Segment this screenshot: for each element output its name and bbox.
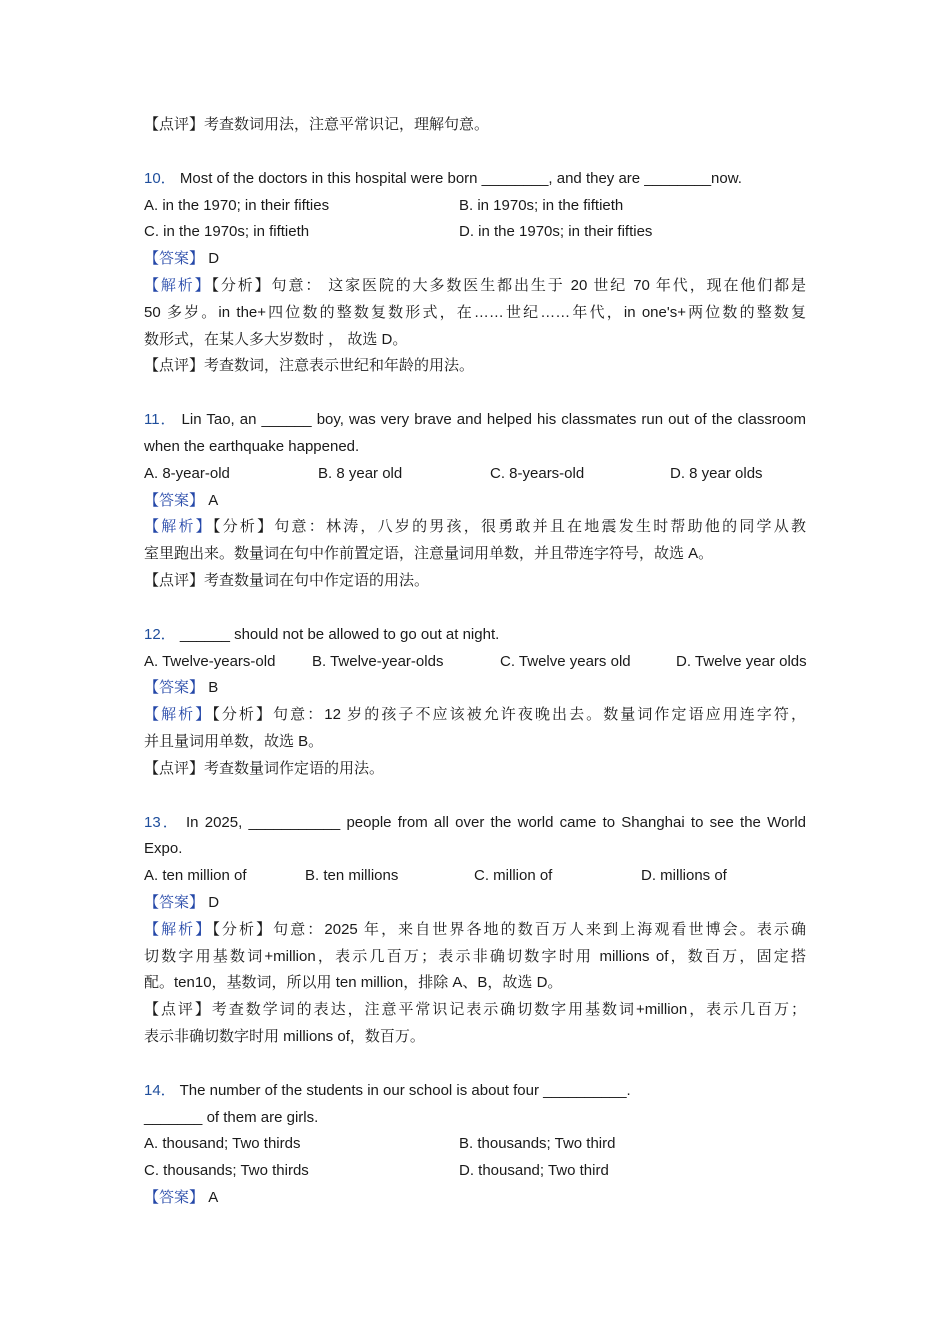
analysis-line: 【解析】【分析】句意：2025 年，来自世界各地的数百万人来到上海观看世博会。表示确 xyxy=(144,920,806,938)
comment-tag: 【点评】 xyxy=(144,116,205,133)
answer-tag: 【答案】 xyxy=(144,1188,205,1206)
question-stem: The number of the students in our school is about four __________. xyxy=(179,1081,631,1099)
option-d: D. thousand; Two third xyxy=(459,1162,609,1180)
analysis-line: 【解析】【分析】句意：林涛，八岁的男孩，很勇敢并且在地震发生时帮助他的同学从教 xyxy=(144,518,806,536)
analysis-tag: 【解析】 xyxy=(144,706,213,724)
option-c: C. thousands; Two thirds xyxy=(144,1162,309,1180)
question-11 xyxy=(144,407,806,434)
option-c: C. in the 1970s; in fiftieth xyxy=(144,223,310,241)
option-a: A. Twelve-years-old xyxy=(144,652,276,670)
option-b: B. 8 year old xyxy=(318,464,403,482)
document-page xyxy=(144,112,806,1212)
question-number: 14． xyxy=(144,1081,176,1099)
answer-value: A xyxy=(208,491,219,509)
answer-value: D xyxy=(208,250,220,268)
option-a: A. thousand; Two thirds xyxy=(144,1135,301,1153)
comment-tag: 【点评】 xyxy=(144,759,205,777)
option-a: A. ten million of xyxy=(144,867,247,885)
options-row xyxy=(144,219,806,246)
comment-tag: 【点评】 xyxy=(144,571,205,589)
answer-line xyxy=(144,246,806,273)
option-d: D. in the 1970s; in their fifties xyxy=(459,223,653,241)
option-d: D. millions of xyxy=(641,867,727,885)
question-10 xyxy=(144,166,806,193)
analysis-line: 50 多岁。in the+四位数的整数复数形式，在……世纪……年代，in one's+两位数的整数复 xyxy=(144,303,806,321)
question-stem: ______ should not be allowed to go out at night. xyxy=(179,625,500,643)
answer-tag: 【答案】 xyxy=(144,679,205,697)
question-stem: Expo. xyxy=(144,840,183,858)
comment-line: 【点评】考查数词，注意表示世纪和年龄的用法。 xyxy=(144,357,475,375)
analysis-line: 【解析】【分析】句意：12 岁的孩子不应该被允许夜晚出去。数量词作定语应用连字符， xyxy=(144,706,806,724)
answer-value: D xyxy=(208,893,220,911)
options-row xyxy=(144,193,806,220)
options-row xyxy=(144,461,806,488)
answer-line xyxy=(144,488,806,515)
option-d: D. 8 year olds xyxy=(670,464,763,482)
option-b: B. in 1970s; in the fiftieth xyxy=(459,196,624,214)
question-stem: _______ of them are girls. xyxy=(144,1108,319,1126)
analysis-line: 数形式，在某人多大岁数时 ， 故选 D。 xyxy=(144,330,408,348)
question-number: 12． xyxy=(144,625,176,643)
analysis-line: 室里跑出来。数量词在句中作前置定语，注意量词用单数，并且带连字符号，故选 A。 xyxy=(144,545,714,563)
question-number: 13． xyxy=(144,813,180,831)
question-12 xyxy=(144,622,806,649)
answer-line xyxy=(144,890,806,917)
analysis-line: 配。ten10，基数词，所以用 ten million，排除 A、B，故选 D。 xyxy=(144,974,563,992)
answer-tag: 【答案】 xyxy=(144,250,205,268)
analysis-tag: 【解析】 xyxy=(144,518,213,536)
options-row xyxy=(144,1131,806,1158)
analysis-tag: 【解析】 xyxy=(144,920,213,938)
comment-line: 【点评】考查数量词作定语的用法。 xyxy=(144,759,385,777)
option-b: B. ten millions xyxy=(305,867,399,885)
option-b: B. thousands; Two third xyxy=(459,1135,616,1153)
comment-line: 表示非确切数字时用 millions of，数百万。 xyxy=(144,1027,425,1045)
analysis-line: 并且量词用单数，故选 B。 xyxy=(144,732,324,750)
question-14 xyxy=(144,1078,806,1105)
analysis-line: 切数字用基数词+million，表示几百万；表示非确切数字时用 millions of，数百万，固定搭 xyxy=(144,947,806,965)
option-b: B. Twelve-year-olds xyxy=(312,652,444,670)
analysis-tag: 【解析】 xyxy=(144,276,212,294)
question-number: 10． xyxy=(144,169,176,187)
options-row xyxy=(144,649,806,676)
analysis-line: 【解析】【分析】句意： 这家医院的大多数医生都出生于 20 世纪 70 年代，现在他们都是 xyxy=(144,276,806,294)
option-a: A. 8-year-old xyxy=(144,464,230,482)
answer-tag: 【答案】 xyxy=(144,893,205,911)
question-13 xyxy=(144,810,806,837)
question-stem: Lin Tao, an ______ boy, was very brave and helped his classmates run out of the classroom xyxy=(181,411,806,429)
comment-line: 【点评】考查数学词的表达，注意平常识记表示确切数字用基数词+million，表示几百万； xyxy=(144,1001,806,1019)
question-stem: when the earthquake happened. xyxy=(144,437,360,455)
options-row xyxy=(144,863,806,890)
comment-tag: 【点评】 xyxy=(144,1001,212,1019)
answer-tag: 【答案】 xyxy=(144,491,205,509)
comment-line: 【点评】考查数量词在句中作定语的用法。 xyxy=(144,571,430,589)
answer-value: B xyxy=(208,679,219,697)
option-c: C. Twelve years old xyxy=(500,652,631,670)
comment-tag: 【点评】 xyxy=(144,357,205,375)
question-stem: In 2025, ___________ people from all over the world came to Shanghai to see the World xyxy=(186,813,806,831)
comment-line: 【点评】考查数词用法，注意平常识记，理解句意。 xyxy=(144,116,490,133)
question-stem: Most of the doctors in this hospital were born ________, and they are ________now. xyxy=(179,169,742,187)
option-c: C. million of xyxy=(474,867,553,885)
option-d: D. Twelve year olds xyxy=(676,652,807,670)
option-c: C. 8-years-old xyxy=(490,464,585,482)
answer-line xyxy=(144,675,806,702)
question-number: 11． xyxy=(144,411,177,429)
option-a: A. in the 1970; in their fifties xyxy=(144,196,330,214)
answer-value: A xyxy=(208,1188,219,1206)
options-row xyxy=(144,1158,806,1185)
answer-line xyxy=(144,1185,806,1212)
